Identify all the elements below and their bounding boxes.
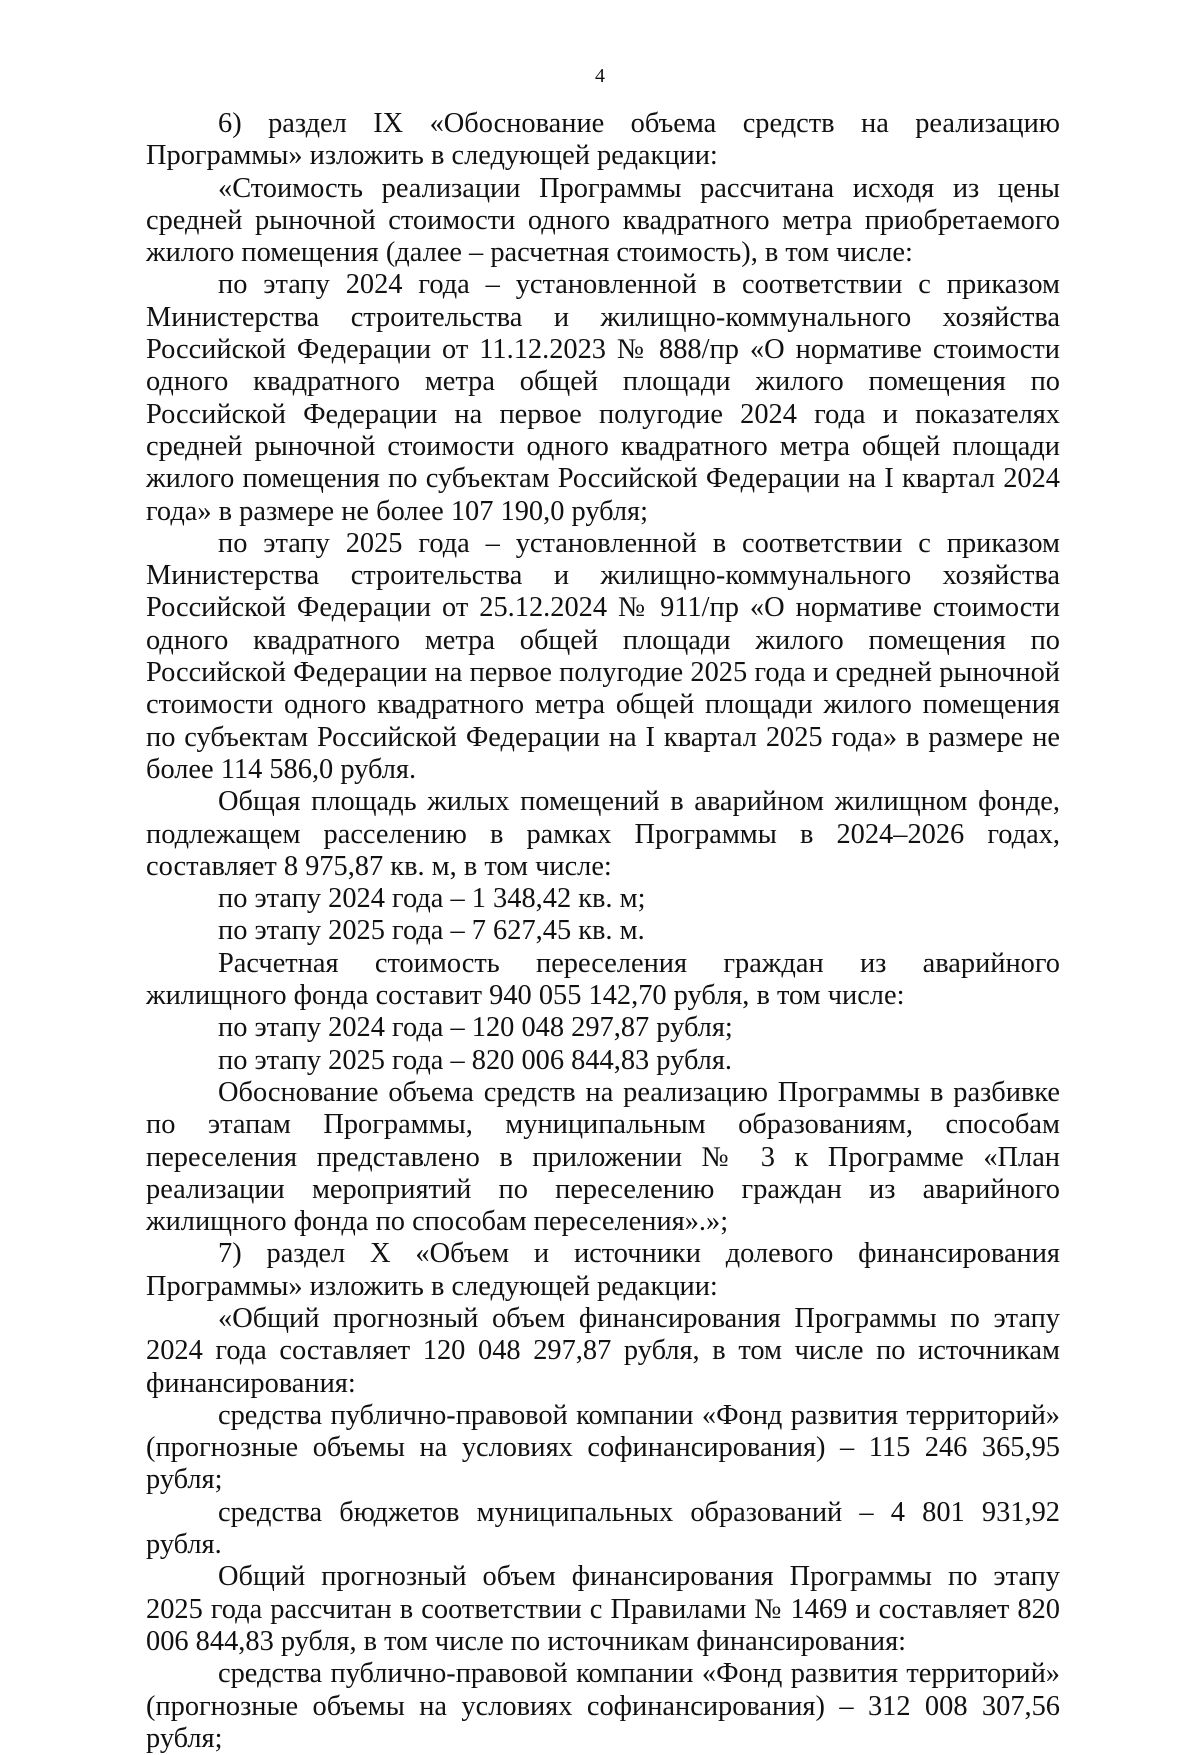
paragraph-total-cost: Расчетная стоимость переселения граждан из аварийного жилищного фонда составит 940 055 142,70 рубля, в том числе: bbox=[146, 947, 1060, 1012]
paragraph-area-2025: по этапу 2025 года – 7 627,45 кв. м. bbox=[218, 915, 645, 947]
paragraph-cost-basis: «Стоимость реализации Программы рассчитана исходя из цены средней рыночной стоимости одного квадратного метра приобретаемого жилого помещения (далее – расчетная стоимость), в том числе: bbox=[146, 172, 1060, 269]
paragraph-section-10-intro: 7) раздел X «Объем и источники долевого финансирования Программы» изложить в следующей редакции: bbox=[146, 1238, 1060, 1302]
paragraph-funding-2024-total: «Общий прогнозный объем финансирования Программы по этапу 2024 года составляет 120 048 297,87 рубля, в том числе по источникам финансирования: bbox=[146, 1302, 1060, 1399]
paragraph-cost-2024: по этапу 2024 года – 120 048 297,87 рубля; bbox=[218, 1012, 733, 1044]
paragraph-funding-2024-fund: средства публично-правовой компании «Фонд развития территорий» (прогнозные объемы на условиях софинансирования) – 115 246 365,95 рубля; bbox=[146, 1399, 1060, 1496]
paragraph-funding-justification: Обоснование объема средств на реализацию Программы в разбивке по этапам Программы, муниципальным образованиям, способам переселения представлено в приложении № 3 к Программе «План реализации мероприятий по переселению граждан из аварийного жилищного фонда по способам переселения».»; bbox=[146, 1076, 1060, 1238]
paragraph-stage-2024-price: по этапу 2024 года – установленной в соответствии с приказом Министерства строительства и жилищно-коммунального хозяйства Российской Федерации от 11.12.2023 № 888/пр «О нормативе стоимости одного квадратного метра общей площади жилого помещения по Российской Федерации на первое полугодие 2024 года и показателях средней рыночной стоимости одного квадратного метра общей площади жилого помещения по субъектам Российской Федерации на I квартал 2024 года» в размере не более 107 190,0 рубля; bbox=[146, 269, 1060, 527]
paragraph-section-9-intro: 6) раздел IX «Обоснование объема средств на реализацию Программы» изложить в следующей редакции: bbox=[146, 108, 1060, 172]
paragraph-area-2024: по этапу 2024 года – 1 348,42 кв. м; bbox=[218, 883, 646, 915]
paragraph-funding-2024-municipal: средства бюджетов муниципальных образований – 4 801 931,92 рубля. bbox=[146, 1496, 1060, 1561]
paragraph-stage-2025-price: по этапу 2025 года – установленной в соответствии с приказом Министерства строительства и жилищно-коммунального хозяйства Российской Федерации от 25.12.2024 № 911/пр «О нормативе стоимости одного квадратного метра общей площади жилого помещения по Российской Федерации на первое полугодие 2025 года и средней рыночной стоимости одного квадратного метра общей площади жилого помещения по субъектам Российской Федерации на I квартал 2025 года» в размере не более 114 586,0 рубля. bbox=[146, 527, 1060, 785]
document-body bbox=[146, 108, 1060, 1755]
paragraph-funding-2025-total: Общий прогнозный объем финансирования Программы по этапу 2025 года рассчитан в соответствии с Правилами № 1469 и составляет 820 006 844,83 рубля, в том числе по источникам финансирования: bbox=[146, 1561, 1060, 1657]
paragraph-total-area: Общая площадь жилых помещений в аварийном жилищном фонде, подлежащем расселению в рамках Программы в 2024–2026 годах, составляет 8 975,87 кв. м, в том числе: bbox=[146, 786, 1060, 882]
paragraph-funding-2025-fund: средства публично-правовой компании «Фонд развития территорий» (прогнозные объемы на условиях софинансирования) – 312 008 307,56 рубля; bbox=[146, 1658, 1060, 1754]
page-number: 4 bbox=[595, 65, 605, 87]
paragraph-cost-2025: по этапу 2025 года – 820 006 844,83 рубля. bbox=[218, 1044, 733, 1076]
